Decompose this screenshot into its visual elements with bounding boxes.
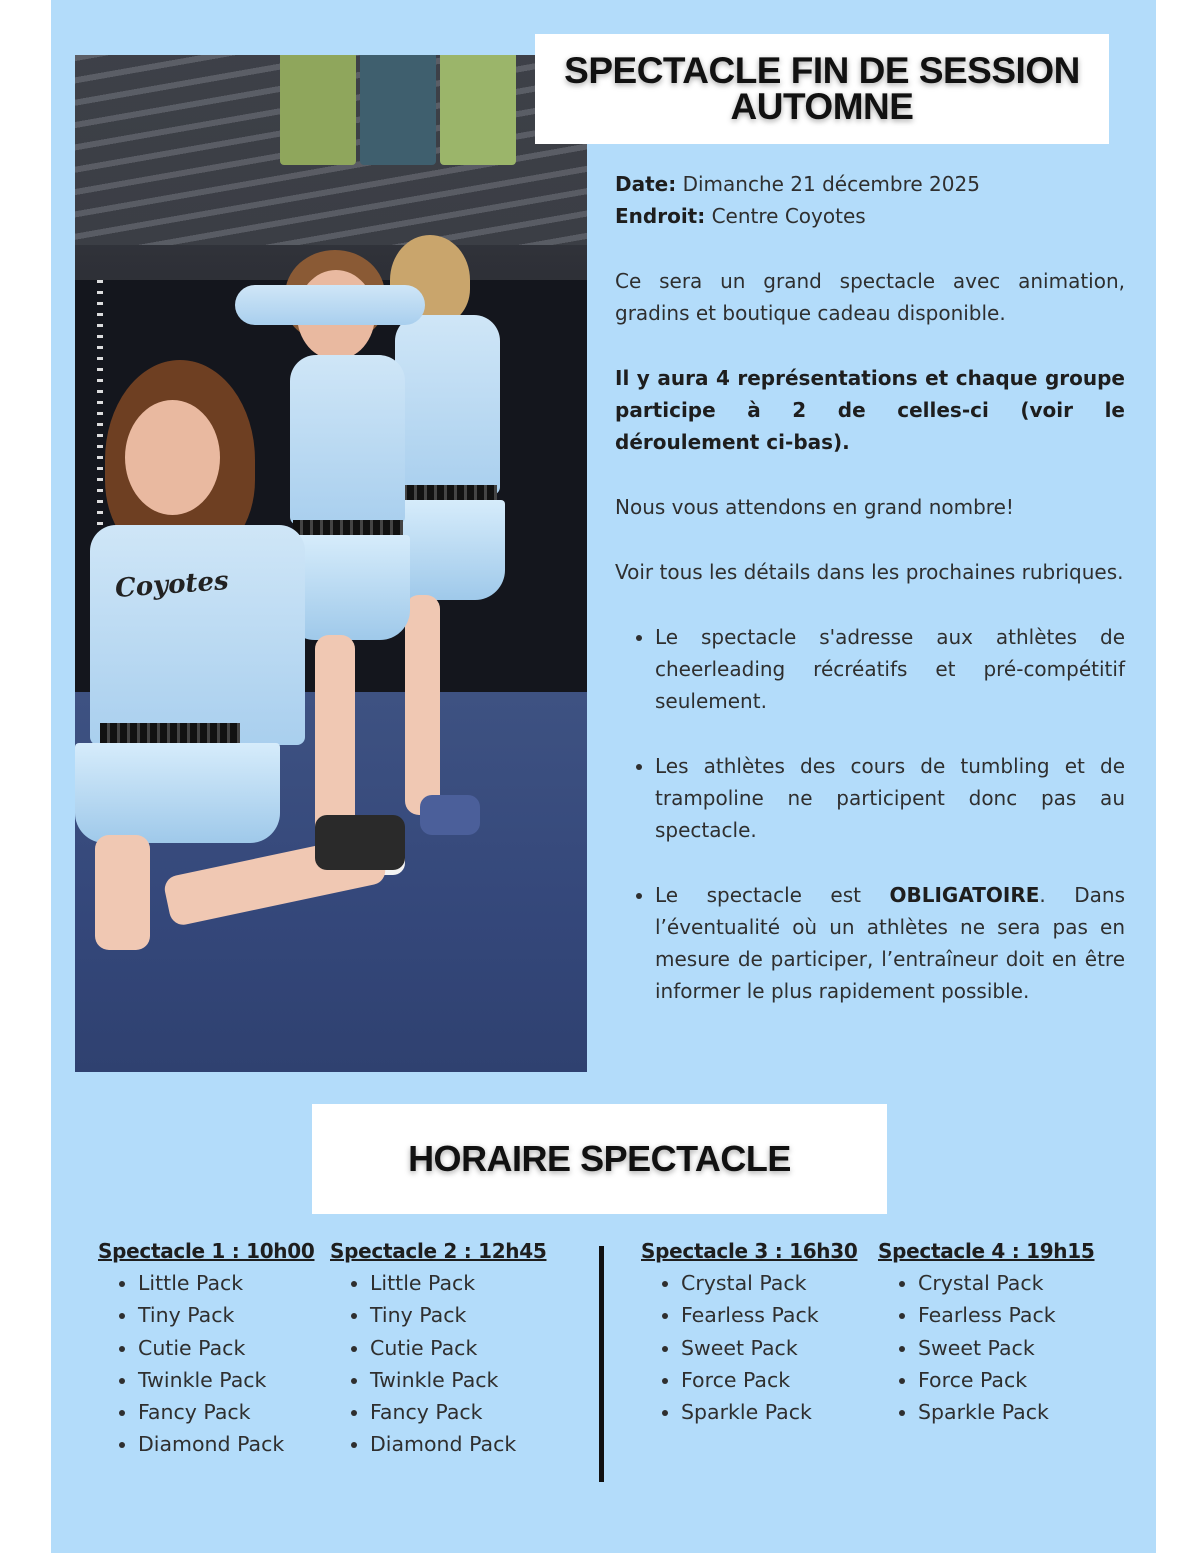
- show-groups: [98, 1267, 314, 1461]
- group-item: • Fancy Pack: [370, 1396, 546, 1428]
- intro-paragraph: Ce sera un grand spectacle avec animation, gradins et boutique cadeau disponible.: [615, 269, 1125, 325]
- rule-item: • Les athlètes des cours de tumbling et de trampoline ne participent donc pas au spectacle.: [655, 750, 1125, 846]
- team-wordmark: Coyotes: [114, 566, 230, 604]
- title-line-2: AUTOMNE: [730, 86, 914, 127]
- place-value: Centre Coyotes: [711, 204, 866, 228]
- rule-text: . Dans l’éventualité où un athlètes ne sera pas en mesure de participer, l’entraîneur doit en être informer le plus rapidement possible.: [655, 883, 1125, 1003]
- details-paragraph: Voir tous les détails dans les prochaines rubriques.: [615, 560, 1124, 584]
- cheerleaders-photo: [75, 55, 587, 1072]
- show-column-3: [641, 1238, 857, 1428]
- group-item: • Tiny Pack: [138, 1299, 314, 1331]
- group-item: • Little Pack: [370, 1267, 546, 1299]
- group-item: • Sweet Pack: [918, 1332, 1094, 1364]
- date-label: Date:: [615, 172, 677, 196]
- group-item: • Twinkle Pack: [138, 1364, 314, 1396]
- place-line: [615, 200, 1125, 232]
- welcome-paragraph: Nous vous attendons en grand nombre!: [615, 495, 1014, 519]
- group-item: • Cutie Pack: [370, 1332, 546, 1364]
- championship-banner: [440, 55, 516, 165]
- show-groups: [878, 1267, 1094, 1428]
- schedule-divider: [599, 1246, 604, 1482]
- championship-banner: [280, 55, 356, 165]
- show-column-4: [878, 1238, 1094, 1428]
- show-heading: Spectacle 3 : 16h30: [641, 1239, 858, 1263]
- group-item: • Fearless Pack: [918, 1299, 1094, 1331]
- representations-paragraph: [615, 362, 1125, 458]
- group-item: • Sparkle Pack: [918, 1396, 1094, 1428]
- page-title: [564, 50, 1080, 127]
- group-item: • Little Pack: [138, 1267, 314, 1299]
- group-item: • Twinkle Pack: [370, 1364, 546, 1396]
- group-item: • Sweet Pack: [681, 1332, 857, 1364]
- show-heading: Spectacle 4 : 19h15: [878, 1239, 1095, 1263]
- place-label: Endroit:: [615, 204, 706, 228]
- group-item: • Diamond Pack: [138, 1428, 314, 1460]
- rule-item: • Le spectacle s'adresse aux athlètes de cheerleading récréatifs et pré-compétitif seulement.: [655, 621, 1125, 717]
- group-item: • Crystal Pack: [918, 1267, 1094, 1299]
- representations-text: Il y aura 4 représentations et chaque groupe participe à 2 de celles-ci (voir le déroulement ci-bas).: [615, 366, 1125, 454]
- group-item: • Fancy Pack: [138, 1396, 314, 1428]
- show-heading: Spectacle 2 : 12h45: [330, 1239, 547, 1263]
- title-line-1: SPECTACLE FIN DE SESSION: [564, 50, 1080, 91]
- title-box: [535, 34, 1109, 144]
- date-line: [615, 168, 1125, 200]
- schedule-title: HORAIRE SPECTACLE: [408, 1138, 791, 1179]
- show-groups: [641, 1267, 857, 1428]
- mandatory-word: OBLIGATOIRE: [889, 883, 1040, 907]
- group-item: • Fearless Pack: [681, 1299, 857, 1331]
- date-value: Dimanche 21 décembre 2025: [682, 172, 980, 196]
- rules-list: [615, 621, 1125, 1007]
- group-item: • Diamond Pack: [370, 1428, 546, 1460]
- championship-banner: [360, 55, 436, 165]
- event-info: [615, 168, 1125, 1007]
- group-item: • Cutie Pack: [138, 1332, 314, 1364]
- show-column-1: [98, 1238, 314, 1461]
- group-item: • Tiny Pack: [370, 1299, 546, 1331]
- schedule-title-box: [312, 1104, 887, 1214]
- group-item: • Force Pack: [681, 1364, 857, 1396]
- show-column-2: [330, 1238, 546, 1461]
- group-item: • Force Pack: [918, 1364, 1094, 1396]
- show-groups: [330, 1267, 546, 1461]
- group-item: • Sparkle Pack: [681, 1396, 857, 1428]
- show-heading: Spectacle 1 : 10h00: [98, 1239, 315, 1263]
- group-item: • Crystal Pack: [681, 1267, 857, 1299]
- rule-item: [655, 879, 1125, 1007]
- rule-text: Le spectacle est: [655, 883, 890, 907]
